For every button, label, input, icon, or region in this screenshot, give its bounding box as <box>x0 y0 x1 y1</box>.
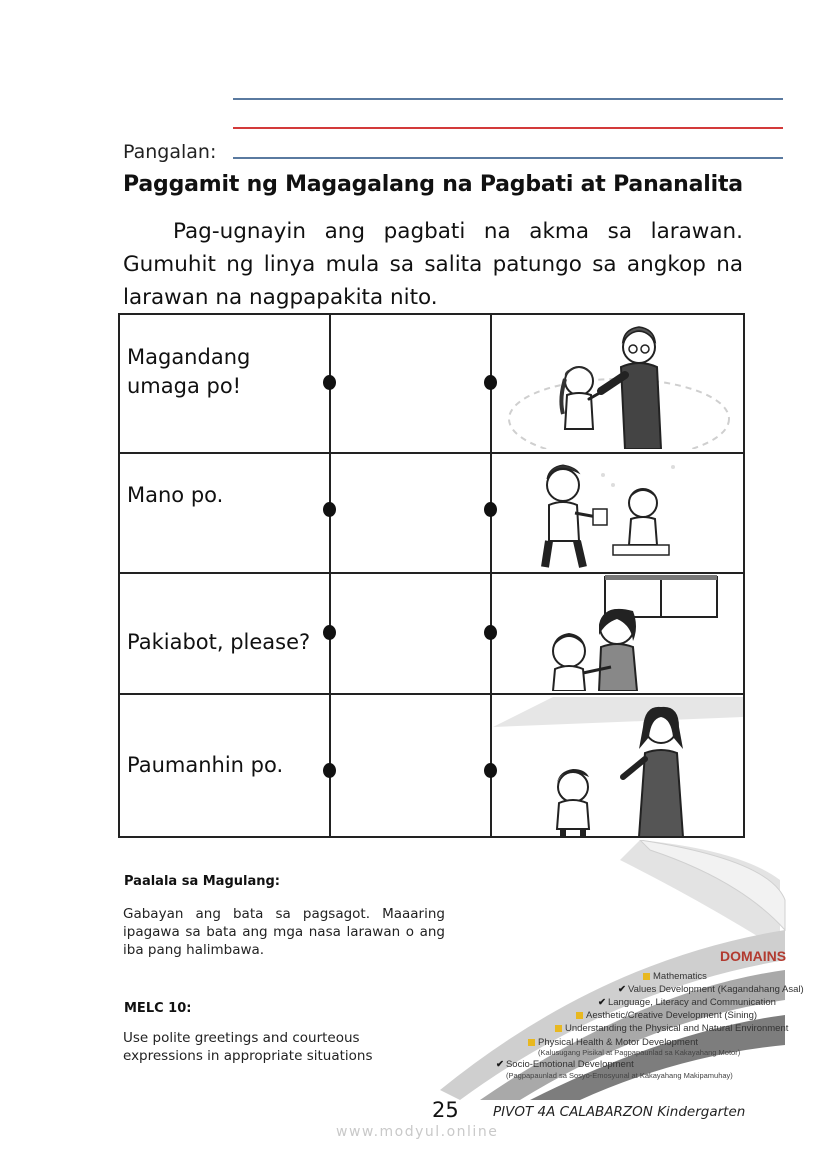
phrase-mano-po: Mano po. <box>127 483 224 507</box>
page-title: Paggamit ng Magagalang na Pagbati at Pananalita <box>123 172 743 197</box>
phrase-pakiabot: Pakiabot, please? <box>127 630 311 654</box>
phrase-paumanhin: Paumanhin po. <box>127 753 284 777</box>
domain-item <box>555 1023 788 1034</box>
domains-title: DOMAINS <box>720 948 787 964</box>
checkmark-icon: ✔ <box>618 984 626 995</box>
domain-item <box>598 997 776 1008</box>
matching-table <box>118 313 745 838</box>
domain-label: Values Development (Kagandahang Asal) <box>627 984 804 995</box>
boy-giving-paper-illustration <box>493 455 745 570</box>
parent-note-text: Gabayan ang bata sa pagsagot. Maaaring ipagawa sa bata ang mga nasa larawan o ang iba pang halimbawa. <box>123 906 445 958</box>
domain-box-icon <box>555 1025 562 1032</box>
column-divider <box>329 315 331 836</box>
row-divider <box>120 452 743 454</box>
domain-box-icon <box>576 1012 583 1019</box>
domain-item <box>528 1037 698 1048</box>
melc-text: Use polite greetings and courteous expressions in appropriate situations <box>123 1030 373 1064</box>
domain-label: Aesthetic/Creative Development (Sining) <box>586 1010 758 1021</box>
mother-helping-girl-illustration <box>493 575 745 691</box>
name-input-line[interactable] <box>233 157 783 159</box>
checkmark-icon: ✔ <box>496 1059 504 1070</box>
teacher-and-boy-illustration <box>493 697 745 837</box>
row-divider <box>120 693 743 695</box>
match-dot-left[interactable] <box>323 625 336 640</box>
domain-item <box>643 971 707 982</box>
page-number: 25 <box>432 1098 459 1122</box>
domain-box-icon <box>643 973 650 980</box>
domain-item <box>496 1059 634 1070</box>
girl-greeting-father-illustration <box>493 319 745 449</box>
melc-heading: MELC 10: <box>124 1001 192 1016</box>
domain-item <box>618 984 804 995</box>
writing-line-middle <box>233 127 783 129</box>
phrase-magandang-umaga: Magandang umaga po! <box>127 345 251 398</box>
domain-label: Mathematics <box>653 971 707 982</box>
footer-title: PIVOT 4A CALABARZON Kindergarten <box>493 1104 746 1120</box>
name-label: Pangalan: <box>123 141 217 163</box>
domain-sublabel: (Kalusugang Pisikal at Pagpapaunlad sa Kakayahang Motor) <box>538 1048 741 1057</box>
instructions-text: Pag-ugnayin ang pagbati na akma sa larawan. Gumuhit ng linya mula sa salita patungo sa angkop na larawan na nagpapakita nito. <box>123 219 743 310</box>
checkmark-icon: ✔ <box>598 997 606 1008</box>
watermark: www.modyul.online <box>336 1124 499 1140</box>
domain-sublabel: (Pagpapaunlad sa Sosyo-Emosyunal at Kakayahang Makipamuhay) <box>506 1071 733 1080</box>
writing-line-top <box>233 98 783 100</box>
domain-label: Language, Literacy and Communication <box>607 997 776 1008</box>
domain-item <box>576 1010 757 1021</box>
match-dot-left[interactable] <box>323 502 336 517</box>
match-dot-left[interactable] <box>323 763 336 778</box>
parent-note-heading: Paalala sa Magulang: <box>124 874 280 889</box>
domain-label: Physical Health & Motor Development <box>538 1037 698 1048</box>
column-divider <box>490 315 492 836</box>
domain-label: Understanding the Physical and Natural Environment <box>565 1023 789 1034</box>
domain-label: Socio-Emotional Development <box>505 1059 634 1070</box>
domain-box-icon <box>528 1039 535 1046</box>
row-divider <box>120 572 743 574</box>
match-dot-left[interactable] <box>323 375 336 390</box>
